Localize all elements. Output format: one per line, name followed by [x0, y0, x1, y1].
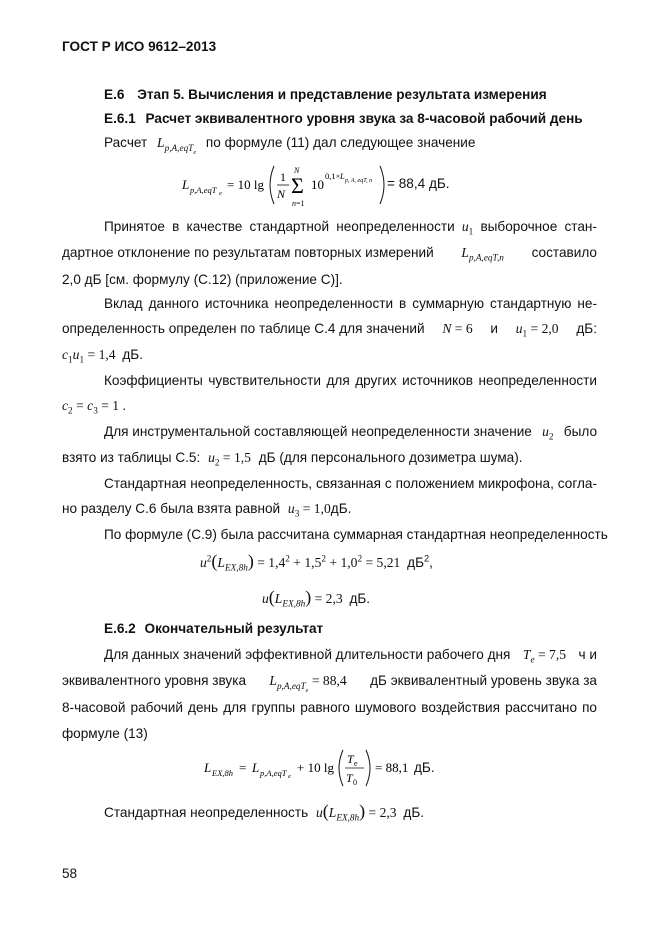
formula-2-squared: 2	[424, 553, 430, 564]
paragraph-u1-line1	[104, 219, 597, 235]
p6-line2-b: дБ.	[330, 501, 352, 516]
paragraph-c1u1-line1: Вклад данного источника неопределенности в суммарную стандартную не-	[104, 296, 597, 311]
section-e62-number: Е.6.2	[104, 621, 136, 636]
svg-text:10: 10	[311, 177, 324, 192]
p8-line2-a: эквивалентного уровня звука	[62, 673, 247, 688]
formula-4-unit: дБ.	[414, 760, 435, 775]
formula-3	[262, 587, 370, 608]
svg-text:= 88,1: = 88,1	[375, 760, 409, 775]
svg-text:p,A,eqT: p,A,eqT	[260, 768, 287, 778]
p5-line2-b: дБ (для персонального дозиметра шума).	[258, 450, 523, 465]
svg-text:0,1×: 0,1×	[325, 171, 341, 181]
symbol-u1-equals: $u_1 = 2,0$	[515, 321, 559, 339]
p9-unit: дБ.	[403, 805, 425, 820]
svg-text:N: N	[277, 187, 286, 201]
paragraph-final-line4: формуле (13)	[62, 726, 148, 741]
paragraph-u1-line2	[62, 245, 597, 261]
p8-line1-a: Для данных значений эффективной длительности рабочего дня	[104, 647, 511, 662]
paragraph-u2-line1	[104, 424, 597, 440]
p2-word: стандартной	[249, 219, 330, 234]
svg-text:L: L	[204, 760, 212, 775]
svg-text:T: T	[347, 752, 354, 766]
symbol-lpaeqtc-equals: $L_{p,A,eqT_e} = 88,4$	[269, 673, 347, 694]
svg-text:Σ: Σ	[291, 173, 304, 198]
svg-text:L: L	[252, 760, 260, 775]
symbol-te-equals: $T_e = 7,5$	[522, 647, 567, 665]
svg-text:e: e	[219, 190, 222, 197]
paragraph-u2-line2	[62, 450, 523, 466]
paragraph-u1-line3: 2,0 дБ [см. формулу (С.12) (приложение С)].	[62, 272, 343, 287]
svg-text:+ 10 lg: + 10 lg	[297, 760, 334, 775]
svg-text:N: N	[294, 166, 300, 175]
symbol-n-equals-6: N = 6	[442, 321, 473, 336]
p2-word: выборочное	[480, 219, 558, 234]
page-number: 58	[62, 866, 78, 881]
svg-text:EX,8h: EX,8h	[212, 768, 234, 778]
paragraph-u3-line1: Стандартная неопределенность, связанная с положением микрофона, согла-	[104, 476, 597, 491]
svg-text:= 10 lg: = 10 lg	[227, 177, 264, 192]
svg-text:e: e	[354, 759, 358, 768]
section-e62-heading	[104, 621, 323, 636]
section-e61-heading	[104, 111, 583, 126]
svg-text:1: 1	[280, 170, 286, 184]
symbol-u2: $u_2$	[542, 424, 554, 442]
symbol-lpaeqte: $L_{p,A,eqT_e}$	[157, 135, 197, 156]
paragraph-final-line2	[62, 673, 597, 694]
p2-word: в	[172, 219, 180, 234]
paragraph-combined: По формуле (С.9) была рассчитана суммарная стандартная неопределенность	[104, 527, 608, 542]
section-e6-heading	[104, 87, 547, 102]
section-e6-title: Этап 5. Вычисления и представление результата измерения	[137, 87, 547, 102]
formula-1-result: = 88,4 дБ.	[387, 176, 450, 191]
svg-text:0: 0	[353, 778, 357, 787]
formula-2	[200, 551, 433, 572]
svg-text:L: L	[182, 177, 190, 192]
p2-word: стан-	[564, 219, 597, 234]
symbol-u2-equals: $u_2 = 1,5$	[208, 450, 251, 468]
paragraph-final-uncertainty	[104, 801, 424, 822]
formula-3-expr: $u(L_{EX,8h}) = 2,3$	[262, 587, 343, 609]
svg-text:e: e	[288, 773, 291, 780]
section-e62-title: Окончательный результат	[144, 621, 324, 636]
p2-word: качестве	[186, 219, 243, 234]
section-e6-number: Е.6	[104, 87, 125, 102]
p3-line2-b: и	[490, 321, 498, 336]
symbol-u3-equals: $u_3 = 1,0$	[287, 501, 331, 519]
p9-before: Стандартная неопределенность	[104, 805, 309, 820]
section-e61-title: Расчет эквивалентного уровня звука за 8-часовой рабочий день	[145, 111, 583, 126]
p1-after: по формуле (11) дал следующее значение	[205, 135, 476, 150]
formula-2-unit: дБ	[407, 555, 424, 570]
paragraph-c1u1-line3	[62, 347, 143, 363]
section-e61-number: Е.6.1	[104, 111, 136, 126]
symbol-u1: $u_1$	[461, 219, 474, 237]
p2-line2-a: дартное отклонение по результатам повторных измерений	[62, 245, 434, 260]
symbol-lpaeqtn: $L_{p,A,eqT,n}$	[461, 245, 504, 263]
p3-line2-c: дБ:	[576, 321, 597, 336]
p6-line2-a: но разделу С.6 была взята равной	[62, 501, 281, 516]
paragraph-coeff-line1: Коэффициенты чувствительности для других источников неопределенности	[104, 373, 597, 388]
p5-line2-a: взято из таблицы С.5:	[62, 450, 201, 465]
formula-4-graphic	[204, 745, 419, 791]
svg-text:p, A, eqT, n: p, A, eqT, n	[345, 178, 373, 184]
p2-word: Принятое	[104, 219, 165, 234]
symbol-c2-c3: $c_2 = c_3 = 1$ .	[62, 398, 126, 416]
p2-word: неопределенности	[336, 219, 455, 234]
p1-before: Расчет	[104, 135, 148, 150]
p2-line2-b: составило	[531, 245, 597, 260]
p3-line2-a: определенность определен по таблице С.4 для значений	[62, 321, 425, 336]
paragraph-final-line1	[104, 647, 597, 663]
svg-text:T: T	[346, 771, 353, 785]
p5-line1-b: было	[563, 424, 597, 439]
svg-text:=: =	[239, 760, 247, 775]
p8-line2-b: дБ эквивалентный уровень звука за	[370, 673, 597, 688]
formula-2-comma: ,	[429, 555, 433, 570]
symbol-u-lex8h: $u(L_{EX,8h}) = 2,3$	[315, 801, 397, 823]
paragraph-c1u1-line2	[62, 321, 597, 337]
formula-3-unit: дБ.	[349, 591, 371, 606]
p3-line3: дБ.	[122, 347, 143, 362]
doc-code-header: ГОСТ Р ИСО 9612–2013	[62, 39, 217, 54]
svg-text:p,A,eqT: p,A,eqT	[190, 185, 217, 195]
paragraph-final-line3: 8-часовой рабочий день для группы равного шумового воздействия рассчитано по	[62, 700, 597, 715]
p8-line1-b: ч и	[578, 647, 597, 662]
p5-line1-a: Для инструментальной составляющей неопределенности значение	[104, 424, 532, 439]
svg-text:n=1: n=1	[292, 199, 305, 208]
formula-2-expr: $u^2(L_{EX,8h}) = 1,4^2 + 1,5^2 + 1,0^2 = 5,21$	[200, 551, 401, 573]
paragraph-u3-line2	[62, 501, 351, 517]
svg-text:L: L	[340, 171, 345, 181]
paragraph-calc-intro	[104, 135, 476, 156]
symbol-c1u1: $c_1u_1 = 1,4$	[62, 347, 116, 365]
